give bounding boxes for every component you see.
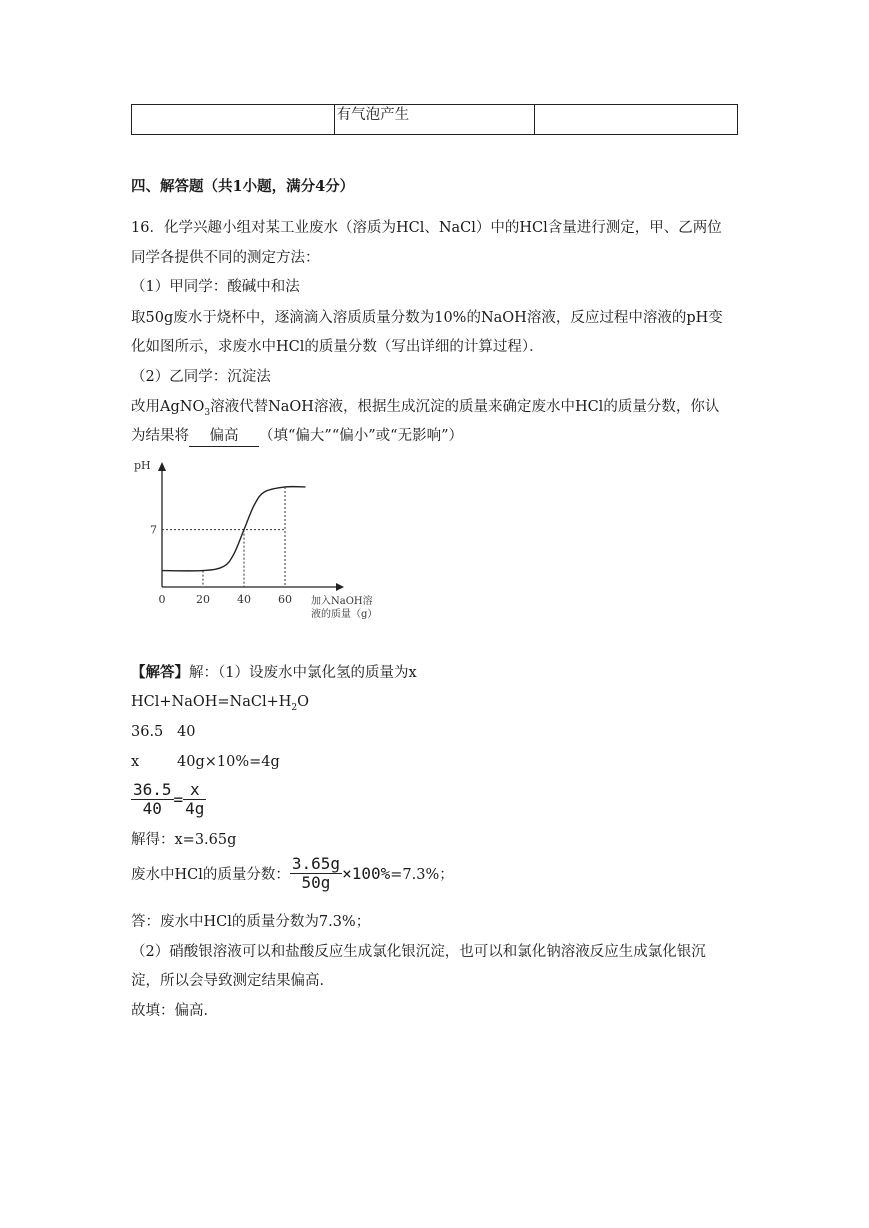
fraction-mass xyxy=(290,855,342,892)
text-segment: HCl+NaOH=NaCl+H xyxy=(131,694,292,710)
table-cell-empty xyxy=(535,105,738,135)
results-table xyxy=(131,104,738,135)
table-cell-empty xyxy=(132,105,335,135)
text-segment: O xyxy=(297,694,310,710)
text-segment: （填“偏大”“偏小”或“无影响”） xyxy=(259,428,463,444)
x-tick-label: 60 xyxy=(278,593,292,606)
question-line-3: （1）甲同学：酸碱中和法 xyxy=(131,279,300,295)
x-axis-label-line-1: 加入NaOH溶 xyxy=(311,596,373,607)
question-line-1: 16．化学兴趣小组对某工业废水（溶质为HCl、NaCl）中的HCl含量进行测定，甲、乙两位 xyxy=(131,220,722,236)
section-title: 四、解答题（共1小题，满分4分） xyxy=(131,178,355,195)
ratio-row-2 xyxy=(131,752,280,772)
subscript: 2 xyxy=(291,702,298,713)
table-row xyxy=(132,105,738,135)
question-line-2: 同学各提供不同的测定方法： xyxy=(131,250,320,266)
text-segment: =7.3%； xyxy=(390,867,454,883)
answer-label: 【解答】 xyxy=(131,664,189,681)
numerator: x xyxy=(183,781,206,800)
y-tick-label: 7 xyxy=(150,523,157,537)
mass-fraction-line xyxy=(131,855,454,892)
question-line-4: 取50g废水于烧杯中，逐滴滴入溶质质量分数为10%的NaOH溶液，反应过程中溶液的pH变 xyxy=(131,310,723,326)
text-segment: 溶液代替NaOH溶液，根据生成沉淀的质量来确定废水中HCl的质量分数，你认 xyxy=(210,399,720,415)
text-segment: 改用AgNO xyxy=(131,399,205,415)
text-segment: 40g×10%=4g xyxy=(177,754,280,770)
text-segment: 解：（1）设废水中氯化氢的质量为x xyxy=(189,665,417,681)
question-line-6: （2）乙同学：沉淀法 xyxy=(131,369,271,385)
x-tick-label: 20 xyxy=(196,593,210,606)
table-cell-bubbles: 有气泡产生 xyxy=(334,105,535,135)
question-line-5: 化如图所示，求废水中HCl的质量分数（写出详细的计算过程）． xyxy=(131,339,544,355)
x-tick-label: 40 xyxy=(237,593,251,606)
fraction-right xyxy=(183,781,206,818)
denominator: 4g xyxy=(185,799,205,818)
solve-line: 解得：x=3.65g xyxy=(131,832,237,848)
y-axis-label: pH xyxy=(134,459,151,472)
y-axis-arrow xyxy=(158,462,166,471)
numerator: 36.5 xyxy=(133,780,172,799)
part2-line-2: 淀，所以会导致测定结果偏高． xyxy=(131,973,334,989)
text-segment: x xyxy=(131,754,140,770)
equals-sign: = xyxy=(173,790,184,809)
x-tick-label: 0 xyxy=(158,593,166,606)
question-line-7 xyxy=(131,397,719,423)
denominator: 40 xyxy=(142,799,162,818)
numerator: 3.65g xyxy=(291,854,341,873)
text-segment: 为结果将 xyxy=(131,428,189,444)
question-line-8 xyxy=(131,426,463,447)
text-segment: 废水中HCl的质量分数： xyxy=(131,867,290,883)
text-segment: 36.5 xyxy=(131,724,164,740)
fraction-left xyxy=(131,781,174,818)
denominator: 50g xyxy=(301,873,331,892)
answer-summary: 答：废水中HCl的质量分数为7.3%； xyxy=(131,914,371,930)
subscript: 3 xyxy=(204,407,211,418)
ph-curve xyxy=(162,487,306,571)
ratio-row-1 xyxy=(131,722,195,742)
part2-line-1: （2）硝酸银溶液可以和盐酸反应生成氯化银沉淀，也可以和氯化钠溶液反应生成氯化银沉 xyxy=(131,944,706,960)
fill-answer: 故填：偏高． xyxy=(131,1003,218,1019)
ph-chart xyxy=(131,455,378,627)
equation-line xyxy=(131,692,309,718)
proportion-equation xyxy=(131,781,206,818)
x-axis-label-line-2: 液的质量（g） xyxy=(311,609,378,620)
times-percent: ×100% xyxy=(342,864,391,883)
answer-line-1 xyxy=(131,663,417,683)
x-axis-arrow xyxy=(336,583,344,591)
answer-blank: 偏高 xyxy=(189,426,259,447)
text-segment: 40 xyxy=(177,724,196,740)
